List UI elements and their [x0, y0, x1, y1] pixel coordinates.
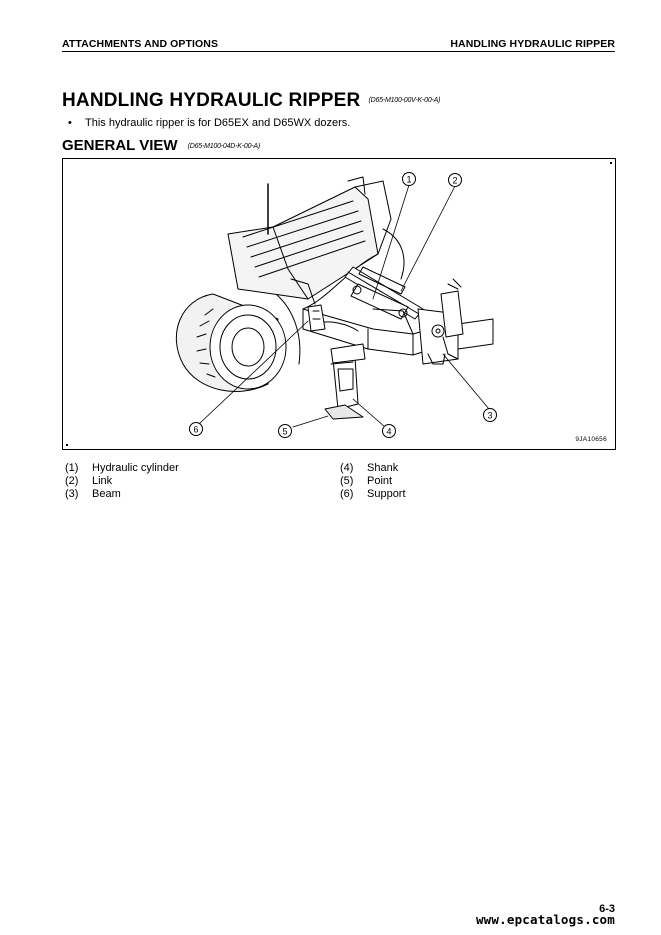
legend-item: [65, 462, 179, 475]
corner-mark-top-right: [610, 162, 612, 164]
callout-markers: [63, 159, 617, 451]
callout-1: [403, 173, 416, 186]
legend-number: (5): [340, 475, 354, 487]
ripper-figure: [62, 158, 616, 450]
callout-3: [484, 409, 497, 422]
page-number: 6-3: [599, 903, 615, 915]
legend-item: [340, 475, 406, 488]
callout-6: [190, 423, 203, 436]
general-view-heading: [62, 137, 260, 154]
callout-1-label: 1: [406, 174, 412, 185]
general-view-code: (D65-M100-04D-K-00-A): [187, 142, 261, 150]
callout-5-label: 5: [282, 426, 288, 437]
legend-item: [65, 488, 179, 501]
bullet-marker: •: [68, 117, 72, 129]
figure-id: 9JA10656: [575, 436, 607, 443]
section-title-text: HANDLING HYDRAULIC RIPPER: [62, 90, 361, 111]
callout-6-label: 6: [193, 424, 199, 435]
bullet-text: This hydraulic ripper is for D65EX and D65WX dozers.: [85, 117, 351, 129]
legend-column-right: [340, 462, 406, 501]
section-code: (D65-M100-00V-K-00-A): [368, 97, 441, 105]
callout-4-label: 4: [386, 426, 392, 437]
legend-label: Link: [92, 475, 113, 487]
callout-2-label: 2: [452, 175, 458, 186]
running-header: [62, 38, 615, 52]
legend-label: Support: [367, 488, 406, 500]
legend-number: (3): [65, 488, 79, 500]
callout-5: [279, 425, 292, 438]
bullet-item: [68, 117, 350, 129]
legend-label: Shank: [367, 462, 399, 474]
legend-label: Point: [367, 475, 393, 487]
watermark-text: www.epcatalogs.com: [475, 912, 615, 927]
header-chapter: ATTACHMENTS AND OPTIONS: [62, 38, 219, 50]
header-section: HANDLING HYDRAULIC RIPPER: [450, 38, 615, 50]
legend-label: Hydraulic cylinder: [92, 462, 179, 474]
callout-3-label: 3: [487, 410, 493, 421]
general-view-title: GENERAL VIEW: [62, 137, 178, 154]
callout-2: [449, 174, 462, 187]
legend-item: [340, 488, 406, 501]
callout-4: [383, 425, 396, 438]
legend-number: (6): [340, 488, 354, 500]
legend-item: [340, 462, 406, 475]
legend-number: (1): [65, 462, 79, 474]
legend-number: (4): [340, 462, 354, 474]
header-rule: [62, 51, 615, 52]
legend-item: [65, 475, 179, 488]
legend-column-left: [65, 462, 179, 501]
corner-mark-bottom-left: [66, 444, 68, 446]
legend-label: Beam: [92, 488, 121, 500]
legend-number: (2): [65, 475, 79, 487]
section-title: [62, 90, 440, 112]
